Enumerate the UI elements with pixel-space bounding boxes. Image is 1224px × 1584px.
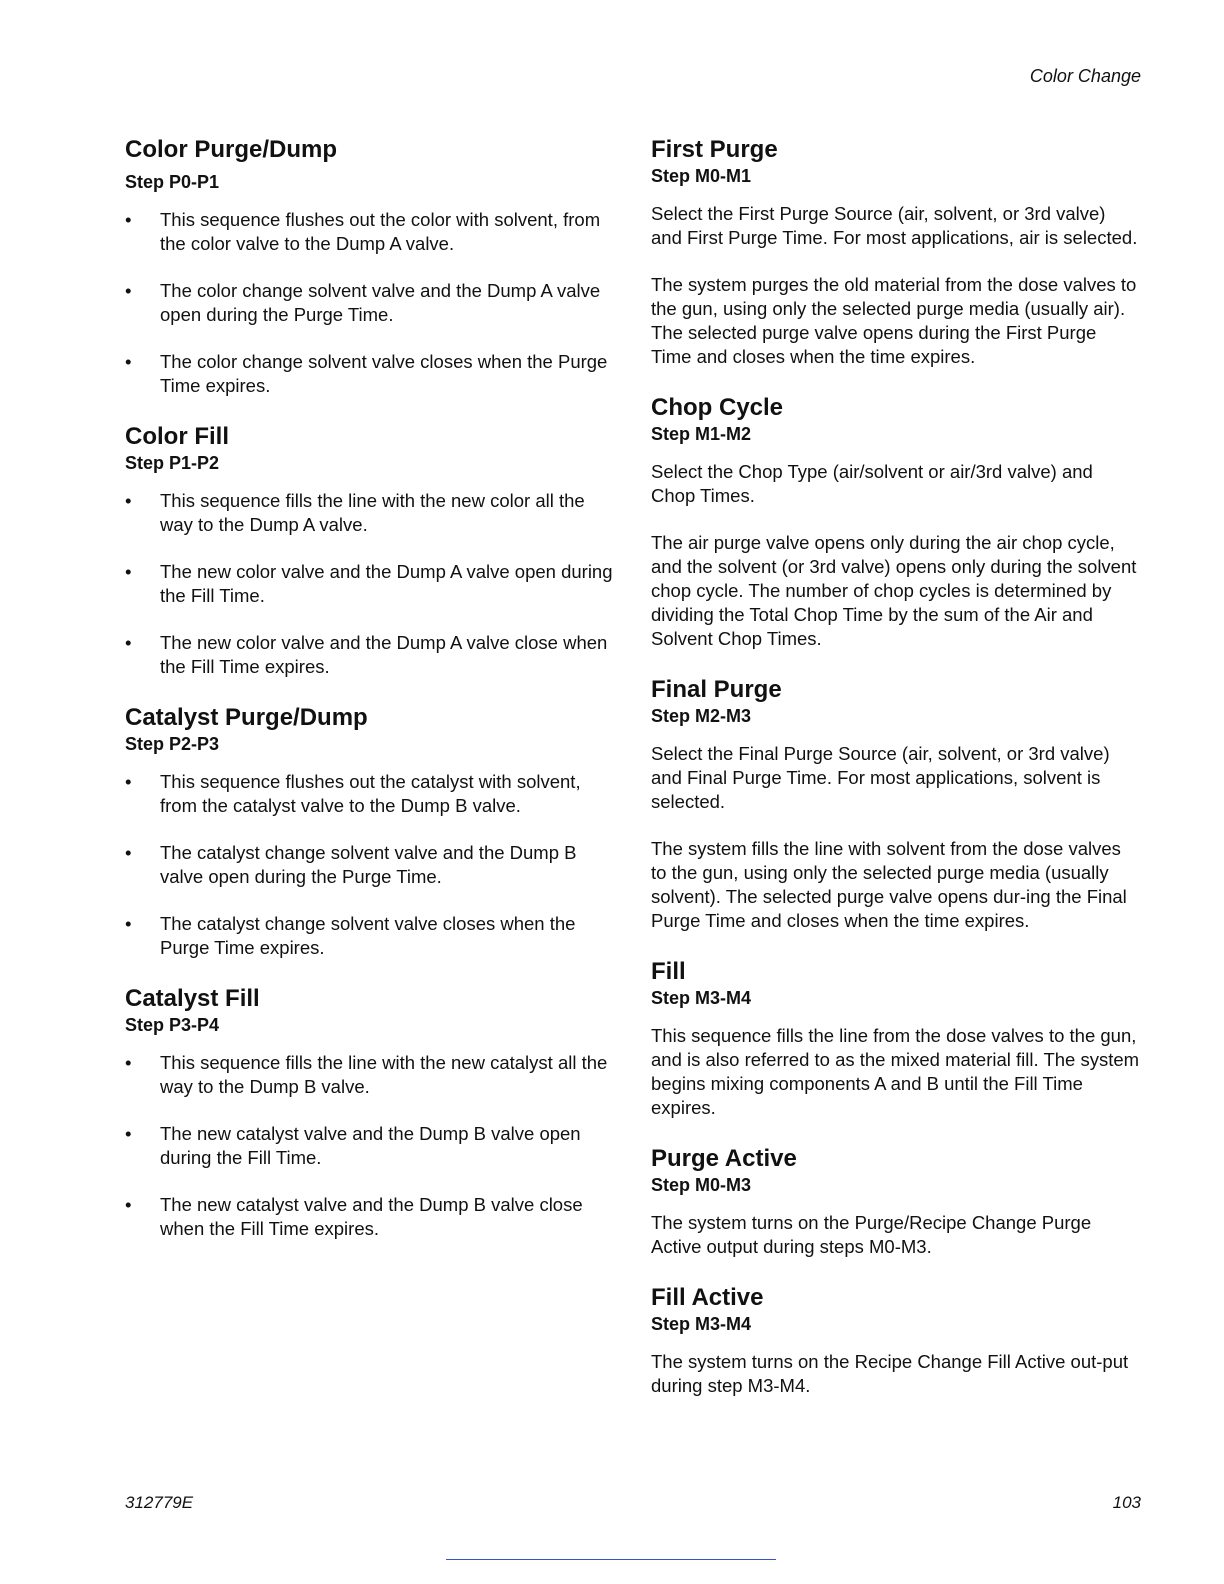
section-purge-active: [651, 1143, 1141, 1259]
section-final-purge: [651, 674, 1141, 933]
list-item: [125, 560, 615, 608]
step-label: Step M1-M2: [651, 424, 752, 444]
section-title: Purge Active: [651, 1145, 797, 1172]
list-item-text: This sequence flushes out the catalyst with solvent, from the catalyst valve to the Dump B valve.: [160, 771, 581, 816]
list-item-text: The color change solvent valve and the Dump A valve open during the Purge Time.: [160, 280, 601, 325]
list-item: [125, 912, 615, 960]
running-header-title: Color Change: [1029, 66, 1141, 86]
list-item: [125, 1051, 615, 1099]
list-item-text: The new color valve and the Dump A valve close when the Fill Time expires.: [160, 632, 608, 677]
step-label: Step M3-M4: [651, 988, 752, 1008]
list-item-text: The new color valve and the Dump A valve open during the Fill Time.: [160, 561, 613, 606]
bullet-icon: •: [125, 842, 132, 863]
paragraph: Select the Chop Type (air/solvent or air/3rd valve) and Chop Times.: [651, 461, 1093, 506]
section-title: Color Fill: [125, 423, 229, 450]
list-item: [125, 770, 615, 818]
bullet-list: [125, 770, 615, 960]
bullet-icon: •: [125, 351, 132, 372]
bullet-icon: •: [125, 1052, 132, 1073]
section-chop-cycle: [651, 392, 1141, 651]
list-item: [125, 350, 615, 398]
list-item-text: The new catalyst valve and the Dump B valve open during the Fill Time.: [160, 1123, 581, 1168]
paragraph: The system turns on the Recipe Change Fill Active out-put during step M3-M4.: [651, 1351, 1129, 1396]
bullet-icon: •: [125, 632, 132, 653]
list-item: [125, 841, 615, 889]
bullet-icon: •: [125, 771, 132, 792]
section-title: Fill Active: [651, 1284, 764, 1311]
footer-doc-number: 312779E: [125, 1493, 194, 1512]
list-item-text: This sequence flushes out the color with solvent, from the color valve to the Dump A valve.: [160, 209, 601, 254]
section-title: Color Purge/Dump: [125, 136, 338, 163]
paragraph: The air purge valve opens only during the air chop cycle, and the solvent (or 3rd valve) opens only during the solvent chop cycle. The number of chop cycles is determined by dividing the Total Chop Time by the sum of the Air and Solvent Chop Times.: [651, 532, 1137, 649]
list-item: [125, 1122, 615, 1170]
bullet-icon: •: [125, 209, 132, 230]
paragraph: The system fills the line with solvent from the dose valves to the gun, using only the selected purge media (usually solvent). The selected purge valve opens dur-ing the Final Purge Time and closes when the time expires.: [651, 838, 1127, 931]
list-item-text: The new catalyst valve and the Dump B valve close when the Fill Time expires.: [160, 1194, 583, 1239]
paragraph: The system turns on the Purge/Recipe Change Purge Active output during steps M0-M3.: [651, 1212, 1092, 1257]
bullet-icon: •: [125, 1194, 132, 1215]
list-item-text: The catalyst change solvent valve closes when the Purge Time expires.: [160, 913, 576, 958]
section-catalyst-fill: [125, 983, 615, 1241]
list-item: [125, 1193, 615, 1241]
section-first-purge: [651, 134, 1141, 369]
list-item: [125, 489, 615, 537]
section-title: First Purge: [651, 136, 778, 163]
right-column: [651, 134, 1141, 1398]
bullet-list: [125, 208, 615, 398]
paragraph: Select the Final Purge Source (air, solvent, or 3rd valve) and Final Purge Time. For most applications, solvent is selected.: [651, 743, 1110, 812]
section-title: Catalyst Fill: [125, 985, 260, 1012]
bullet-list: [125, 489, 615, 679]
bullet-icon: •: [125, 490, 132, 511]
list-item: [125, 631, 615, 679]
paragraph: The system purges the old material from the dose valves to the gun, using only the selected purge media (usually air). The selected purge valve opens during the First Purge Time and closes when the time expires.: [651, 274, 1137, 367]
section-title: Catalyst Purge/Dump: [125, 704, 368, 731]
step-label: Step P3-P4: [125, 1015, 220, 1035]
bullet-icon: •: [125, 280, 132, 301]
bullet-list: [125, 1051, 615, 1241]
bullet-icon: •: [125, 913, 132, 934]
step-label: Step P2-P3: [125, 734, 220, 754]
list-item: [125, 208, 615, 256]
bullet-icon: •: [125, 1123, 132, 1144]
list-item-text: The catalyst change solvent valve and the Dump B valve open during the Purge Time.: [160, 842, 577, 887]
section-catalyst-purge-dump: [125, 702, 615, 960]
step-label: Step M0-M3: [651, 1175, 752, 1195]
left-column: [125, 134, 615, 1241]
section-title: Final Purge: [651, 676, 782, 703]
section-color-purge-dump: [125, 134, 615, 398]
section-color-fill: [125, 421, 615, 679]
list-item-text: This sequence fills the line with the new color all the way to the Dump A valve.: [160, 490, 585, 535]
bottom-divider: [446, 1559, 776, 1560]
step-label: Step P0-P1: [125, 172, 220, 192]
footer-page-number: 103: [1112, 1493, 1141, 1512]
section-fill-active: [651, 1282, 1141, 1398]
list-item: [125, 279, 615, 327]
bullet-icon: •: [125, 561, 132, 582]
section-title: Chop Cycle: [651, 394, 784, 421]
paragraph: This sequence fills the line from the dose valves to the gun, and is also referred to as the mixed material fill. The system begins mixing components A and B until the Fill Time expires.: [651, 1025, 1140, 1118]
list-item-text: The color change solvent valve closes when the Purge Time expires.: [160, 351, 608, 396]
step-label: Step M3-M4: [651, 1314, 752, 1334]
step-label: Step M2-M3: [651, 706, 752, 726]
step-label: Step P1-P2: [125, 453, 220, 473]
list-item-text: This sequence fills the line with the new catalyst all the way to the Dump B valve.: [160, 1052, 608, 1097]
section-fill: [651, 956, 1141, 1120]
paragraph: Select the First Purge Source (air, solvent, or 3rd valve) and First Purge Time. For most applications, air is selected.: [651, 203, 1138, 248]
section-title: Fill: [651, 958, 686, 985]
step-label: Step M0-M1: [651, 166, 752, 186]
